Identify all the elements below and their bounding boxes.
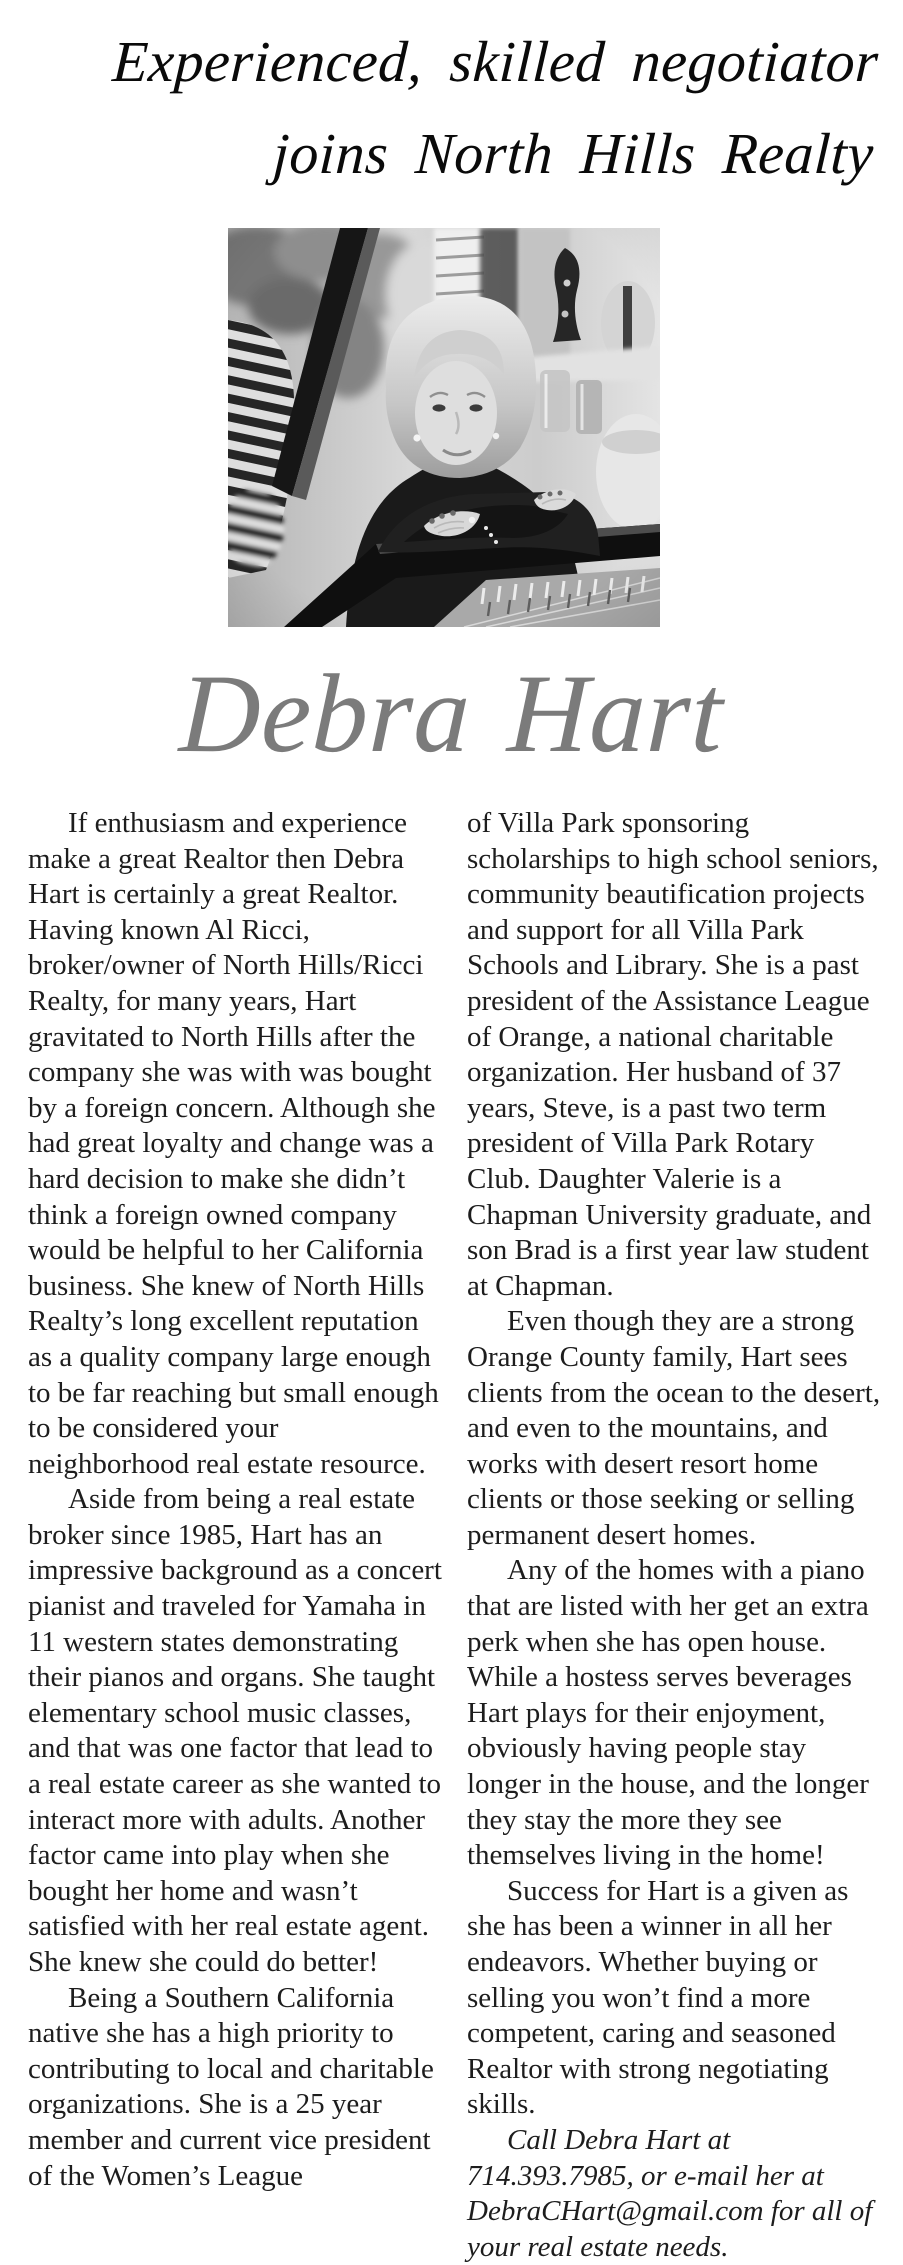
article-paragraph: Success for Hart is a given as she has been a winner in all her endeavors. Whether buying or selling you won’t find a more competent, caring and seasoned Realtor with strong negotiating skills. — [467, 1874, 849, 2121]
article-paragraph: Even though they are a strong Orange County family, Hart sees clients from the ocean to the desert, and even to the mountains, and works with desert resort home clients or those seeking or selling permanent desert homes. — [467, 1305, 881, 1551]
headline-line-1: Experienced, skilled negotiator — [111, 29, 881, 94]
left-column — [28, 806, 445, 2265]
portrait-photo — [228, 228, 660, 627]
portrait-photo-image — [228, 228, 660, 627]
article-paragraph: of Villa Park sponsoring scholarships to high school seniors, community beautification projects and support for all Villa Park Schools and Library. She is a past president of the Assistance League of Orange, a national charitable organization. Her husband of 37 years, Steve, is a past two term president of Villa Park Rotary Club. Daughter Valerie is a Chapman University graduate, and son Brad is a first year law student at Chapman. — [467, 807, 879, 1302]
headline-line-2: joins North Hills Realty — [271, 121, 876, 186]
right-column — [467, 806, 884, 2265]
article-paragraph: Any of the homes with a piano that are listed with her get an extra perk when she has open house. While a hostess serves beverages Hart plays for their enjoyment, obviously having people stay longer in the house, and the longer they stay the more they see themselves living in the home! — [467, 1554, 869, 1872]
article-body — [28, 806, 884, 2265]
article-paragraph: Being a Southern California native she has a high priority to contributing to local and charitable organizations. She is a 25 year member and current vice president of the Women’s League — [28, 1981, 434, 2192]
photo-vignette — [228, 228, 660, 627]
article-paragraph: Aside from being a real estate broker since 1985, Hart has an impressive background as a concert pianist and traveled for Yamaha in 11 western states demonstrating their pianos and organs. She taught elementary school music classes, and that was one factor that lead to a real estate career as she wanted to interact more with adults. Another factor came into play when she bought her home and wasn’t satisfied with her real estate agent. She knew she could do better! — [28, 1483, 442, 1978]
subject-name: Debra Hart — [177, 652, 726, 776]
article-paragraph: Call Debra Hart at 714.393.7985, or e-mail her at DebraCHart@gmail.com for all of your real estate needs. — [467, 2123, 873, 2263]
article-paragraph: If enthusiasm and experience make a great Realtor then Debra Hart is certainly a great Realtor. Having known Al Ricci, broker/owner of North Hills/Ricci Realty, for many years, Hart gravitated to North Hills after the company she was with was bought by a foreign concern. Although she had great loyalty and change was a hard decision to make she didn’t think a foreign owned company would be helpful to her California business. She knew of North Hills Realty’s long excellent reputation as a quality company large enough to be far reaching but small enough to be considered your neighborhood real estate resource. — [28, 807, 439, 1480]
headline — [105, 16, 881, 200]
